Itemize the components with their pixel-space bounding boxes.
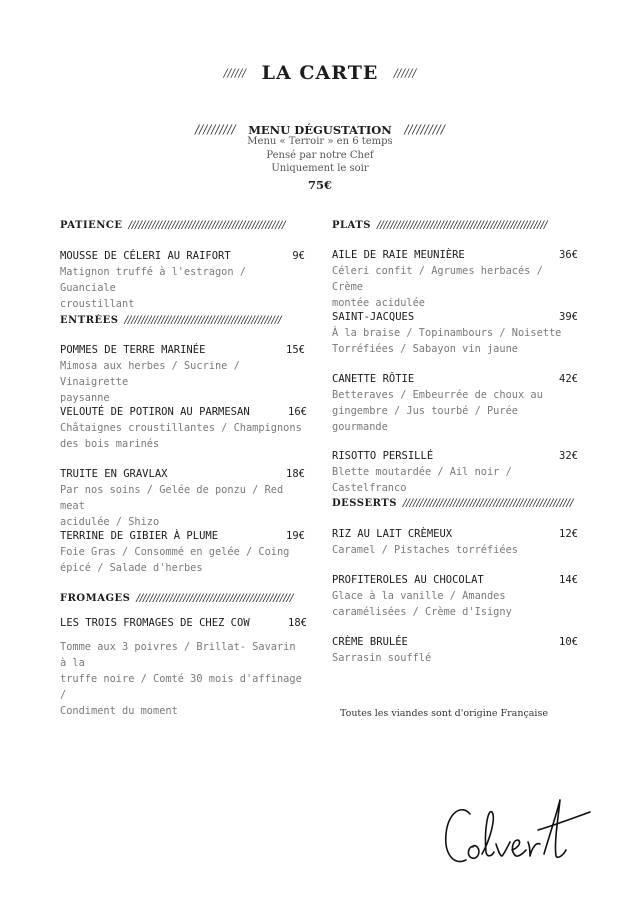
item-name: SAINT-JACQUES	[332, 311, 415, 323]
item-price: 19€	[286, 530, 305, 542]
item-description: Céleri confit / Agrumes herbacés / Crème montée acidulée	[332, 265, 543, 309]
item-name: LES TROIS FROMAGES DE CHEZ COW	[60, 617, 250, 629]
item-price: 18€	[288, 617, 307, 629]
degustation-line-1: Menu « Terroir » en 6 temps	[247, 136, 393, 147]
item-name: RISOTTO PERSILLÉ	[332, 450, 434, 462]
category-patience	[60, 219, 304, 231]
item-price: 36€	[559, 249, 578, 261]
title-slashes-right: //////	[393, 66, 417, 80]
item-name: CRÈME BRULÉE	[332, 636, 408, 648]
degustation-line-3: Uniquement le soir	[271, 163, 369, 174]
category-fromages	[60, 592, 300, 604]
category-plats	[332, 219, 578, 231]
item-price: 39€	[559, 311, 578, 323]
item-name: VELOUTÉ DE POTIRON AU PARMESAN	[60, 406, 250, 418]
item-price: 32€	[559, 450, 578, 462]
item-price: 42€	[559, 373, 578, 385]
degustation-slashes-right: //////////	[404, 122, 445, 137]
item-description: Glace à la vanille / Amandes caramélisées / Crème d'Isigny	[332, 590, 512, 618]
item-name: RIZ AU LAIT CRÈMEUX	[332, 528, 453, 540]
item-name: TERRINE DE GIBIER À PLUME	[60, 530, 219, 542]
category-desserts	[332, 497, 576, 509]
menu-item	[332, 310, 578, 357]
item-price: 18€	[286, 468, 305, 480]
category-name: DESSERTS	[332, 498, 397, 509]
menu-item	[332, 449, 578, 496]
menu-item	[332, 372, 578, 435]
category-name: FROMAGES	[60, 593, 131, 604]
category-slashes: ///////////////////////////////////////////////////	[402, 497, 574, 509]
menu-item	[60, 529, 305, 576]
colvert-signature-logo	[440, 790, 610, 880]
menu-item	[332, 635, 578, 666]
category-slashes: ///////////////////////////////////////////////	[128, 219, 286, 231]
item-price: 9€	[292, 250, 305, 262]
degustation-title: MENU DÉGUSTATION	[248, 122, 392, 137]
item-description: Tomme aux 3 poivres / Brillat- Savarin à la truffe noire / Comté 30 mois d'affinage / Condiment du moment	[60, 641, 302, 717]
item-name: PROFITEROLES AU CHOCOLAT	[332, 574, 484, 586]
item-description: Mimosa aux herbes / Sucrine / Vinaigrette paysanne	[60, 360, 240, 404]
menu-item	[332, 248, 578, 311]
title-slashes-left: //////	[223, 66, 247, 80]
category-slashes: ///////////////////////////////////////////////	[136, 592, 294, 604]
menu-item	[60, 616, 307, 719]
item-description: Betteraves / Embeurrée de choux au gingembre / Jus tourbé / Purée gourmande	[332, 389, 543, 433]
item-description: Foie Gras / Consommé en gelée / Coing épicé / Salade d'herbes	[60, 546, 290, 574]
item-name: CANETTE RÔTIE	[332, 373, 415, 385]
item-name: TRUITE EN GRAVLAX	[60, 468, 168, 480]
degustation-slashes-left: //////////	[195, 122, 236, 137]
degustation-price: 75€	[307, 178, 332, 192]
item-price: 10€	[559, 636, 578, 648]
category-name: PATIENCE	[60, 220, 123, 231]
item-description: Par nos soins / Gelée de ponzu / Red meat acidulée / Shizo	[60, 484, 284, 528]
menu-item	[332, 527, 578, 558]
category-name: PLATS	[332, 220, 371, 231]
page-title: LA CARTE	[261, 62, 379, 84]
item-name: MOUSSE DE CÉLERI AU RAIFORT	[60, 250, 231, 262]
item-price: 14€	[559, 574, 578, 586]
item-description: À la braise / Topinambours / Noisette Torréfiées / Sabayon vin jaune	[332, 327, 562, 355]
item-name: AILE DE RAIE MEUNIÈRE	[332, 249, 465, 261]
item-description: Châtaignes croustillantes / Champignons des bois marinés	[60, 422, 302, 450]
menu-item	[60, 467, 305, 530]
item-price: 12€	[559, 528, 578, 540]
category-entrees	[60, 314, 304, 326]
menu-item	[60, 249, 305, 312]
category-slashes: ///////////////////////////////////////////////	[124, 314, 282, 326]
item-description: Matignon truffé à l'estragon / Guanciale croustillant	[60, 266, 246, 310]
category-slashes: ///////////////////////////////////////////////////	[376, 219, 548, 231]
page-title-line	[0, 62, 640, 84]
category-name: ENTRÉES	[60, 315, 119, 326]
item-price: 16€	[288, 406, 307, 418]
item-name: POMMES DE TERRE MARINÉE	[60, 344, 206, 356]
menu-item	[60, 405, 307, 452]
degustation-line-2: Pensé par notre Chef	[266, 150, 374, 161]
item-description: Blette moutardée / Ail noir / Castelfranco	[332, 466, 512, 494]
item-price: 15€	[286, 344, 305, 356]
item-description: Sarrasin soufflé	[332, 652, 432, 664]
menu-item	[332, 573, 578, 620]
item-description: Caramel / Pistaches torréfiées	[332, 544, 518, 556]
origin-note: Toutes les viandes sont d'origine Française	[340, 708, 548, 719]
menu-item	[60, 343, 305, 406]
